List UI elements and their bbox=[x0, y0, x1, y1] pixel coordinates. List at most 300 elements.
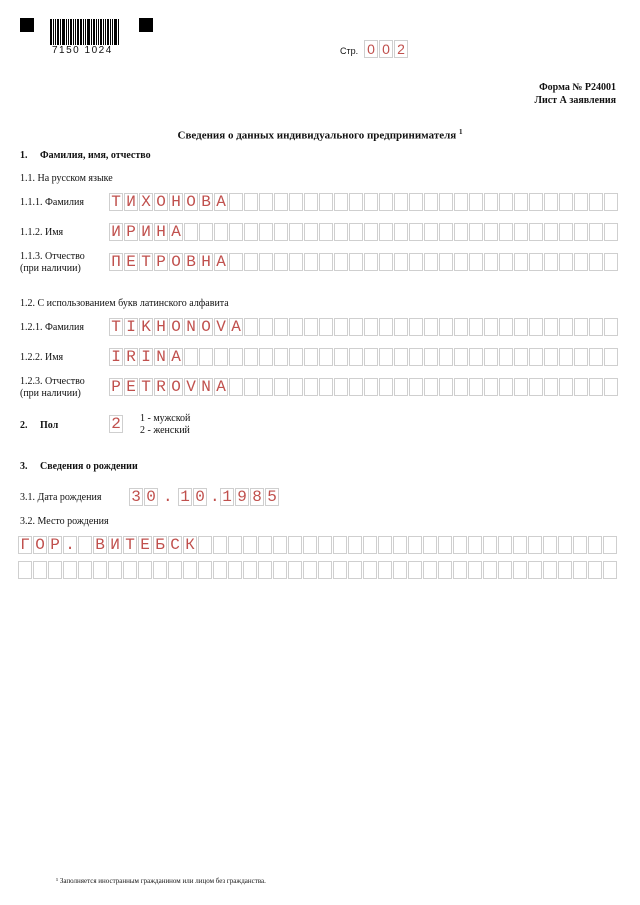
char-cell[interactable] bbox=[604, 223, 618, 241]
char-cell[interactable] bbox=[499, 193, 513, 211]
char-cell[interactable] bbox=[319, 318, 333, 336]
char-cell[interactable] bbox=[529, 223, 543, 241]
char-cell[interactable] bbox=[588, 561, 602, 579]
char-cell[interactable] bbox=[349, 193, 363, 211]
char-cell[interactable] bbox=[348, 536, 362, 554]
char-cell[interactable]: Р bbox=[48, 536, 62, 554]
char-cell[interactable] bbox=[274, 253, 288, 271]
char-cell[interactable] bbox=[499, 318, 513, 336]
char-cell[interactable] bbox=[108, 561, 122, 579]
char-cell[interactable] bbox=[544, 378, 558, 396]
char-cell[interactable] bbox=[259, 378, 273, 396]
char-cell[interactable] bbox=[589, 193, 603, 211]
char-cell[interactable] bbox=[288, 561, 302, 579]
char-cell[interactable] bbox=[544, 193, 558, 211]
char-cell[interactable] bbox=[498, 561, 512, 579]
char-cell[interactable]: P bbox=[109, 378, 123, 396]
char-cell[interactable]: O bbox=[169, 378, 183, 396]
char-cell[interactable] bbox=[244, 378, 258, 396]
char-cell[interactable] bbox=[483, 561, 497, 579]
char-cell[interactable] bbox=[514, 348, 528, 366]
char-cell[interactable] bbox=[229, 378, 243, 396]
char-cell[interactable] bbox=[244, 193, 258, 211]
char-cell[interactable] bbox=[93, 561, 107, 579]
char-cell[interactable] bbox=[168, 561, 182, 579]
char-cell[interactable] bbox=[334, 348, 348, 366]
char-cell[interactable] bbox=[394, 318, 408, 336]
char-cell[interactable] bbox=[334, 223, 348, 241]
char-cell[interactable] bbox=[303, 561, 317, 579]
char-cell[interactable]: С bbox=[168, 536, 182, 554]
char-cell[interactable] bbox=[334, 193, 348, 211]
char-cell[interactable] bbox=[289, 253, 303, 271]
char-cell[interactable]: А bbox=[169, 223, 183, 241]
char-cell[interactable] bbox=[424, 348, 438, 366]
char-cell[interactable] bbox=[334, 318, 348, 336]
char-cell[interactable] bbox=[364, 348, 378, 366]
char-cell[interactable] bbox=[304, 378, 318, 396]
char-cell[interactable]: 8 bbox=[250, 488, 264, 506]
char-cell[interactable]: Г bbox=[18, 536, 32, 554]
char-cell[interactable] bbox=[394, 223, 408, 241]
char-cell[interactable] bbox=[48, 561, 62, 579]
char-cell[interactable] bbox=[318, 536, 332, 554]
name-lat-field[interactable] bbox=[109, 348, 619, 366]
char-cell[interactable] bbox=[393, 561, 407, 579]
char-cell[interactable]: . bbox=[63, 536, 77, 554]
char-cell[interactable] bbox=[349, 348, 363, 366]
char-cell[interactable]: E bbox=[124, 378, 138, 396]
char-cell[interactable] bbox=[394, 348, 408, 366]
char-cell[interactable] bbox=[514, 193, 528, 211]
char-cell[interactable] bbox=[228, 536, 242, 554]
char-cell[interactable] bbox=[573, 561, 587, 579]
char-cell[interactable] bbox=[213, 536, 227, 554]
char-cell[interactable]: О bbox=[154, 193, 168, 211]
char-cell[interactable] bbox=[454, 253, 468, 271]
char-cell[interactable] bbox=[378, 536, 392, 554]
char-cell[interactable] bbox=[528, 536, 542, 554]
char-cell[interactable]: V bbox=[184, 378, 198, 396]
char-cell[interactable]: O bbox=[169, 318, 183, 336]
char-cell[interactable] bbox=[229, 348, 243, 366]
char-cell[interactable] bbox=[319, 378, 333, 396]
char-cell[interactable] bbox=[78, 561, 92, 579]
char-cell[interactable] bbox=[243, 561, 257, 579]
char-cell[interactable]: T bbox=[109, 318, 123, 336]
char-cell[interactable] bbox=[589, 318, 603, 336]
char-cell[interactable]: A bbox=[214, 378, 228, 396]
char-cell[interactable] bbox=[274, 193, 288, 211]
char-cell[interactable] bbox=[423, 536, 437, 554]
char-cell[interactable] bbox=[438, 536, 452, 554]
char-cell[interactable] bbox=[423, 561, 437, 579]
char-cell[interactable]: В bbox=[184, 253, 198, 271]
char-cell[interactable] bbox=[499, 378, 513, 396]
char-cell[interactable] bbox=[438, 561, 452, 579]
char-cell[interactable] bbox=[574, 253, 588, 271]
gender-field[interactable] bbox=[109, 415, 124, 433]
surname-lat-field[interactable] bbox=[109, 318, 619, 336]
char-cell[interactable] bbox=[544, 253, 558, 271]
char-cell[interactable] bbox=[349, 318, 363, 336]
char-cell[interactable] bbox=[484, 193, 498, 211]
char-cell[interactable]: А bbox=[214, 253, 228, 271]
char-cell[interactable]: В bbox=[93, 536, 107, 554]
char-cell[interactable] bbox=[484, 378, 498, 396]
char-cell[interactable] bbox=[513, 561, 527, 579]
char-cell[interactable] bbox=[454, 223, 468, 241]
char-cell[interactable] bbox=[409, 348, 423, 366]
char-cell[interactable] bbox=[228, 561, 242, 579]
char-cell[interactable] bbox=[243, 536, 257, 554]
char-cell[interactable] bbox=[319, 193, 333, 211]
char-cell[interactable] bbox=[513, 536, 527, 554]
char-cell[interactable] bbox=[483, 536, 497, 554]
char-cell[interactable]: Е bbox=[124, 253, 138, 271]
char-cell[interactable] bbox=[574, 318, 588, 336]
char-cell[interactable] bbox=[469, 318, 483, 336]
birth-day-field[interactable] bbox=[129, 488, 159, 506]
char-cell[interactable] bbox=[454, 348, 468, 366]
char-cell[interactable]: Т bbox=[109, 193, 123, 211]
birth-place-field-row1[interactable] bbox=[18, 536, 618, 554]
char-cell[interactable]: Н bbox=[154, 223, 168, 241]
char-cell[interactable]: О bbox=[33, 536, 47, 554]
char-cell[interactable] bbox=[424, 318, 438, 336]
char-cell[interactable] bbox=[379, 223, 393, 241]
char-cell[interactable] bbox=[589, 253, 603, 271]
char-cell[interactable] bbox=[559, 193, 573, 211]
char-cell[interactable]: Б bbox=[153, 536, 167, 554]
char-cell[interactable] bbox=[214, 223, 228, 241]
char-cell[interactable] bbox=[363, 536, 377, 554]
char-cell[interactable] bbox=[454, 193, 468, 211]
char-cell[interactable] bbox=[273, 561, 287, 579]
char-cell[interactable]: Н bbox=[169, 193, 183, 211]
char-cell[interactable]: K bbox=[139, 318, 153, 336]
char-cell[interactable] bbox=[304, 318, 318, 336]
char-cell[interactable] bbox=[589, 223, 603, 241]
char-cell[interactable]: Н bbox=[199, 253, 213, 271]
char-cell[interactable] bbox=[498, 536, 512, 554]
char-cell[interactable]: К bbox=[183, 536, 197, 554]
char-cell[interactable] bbox=[424, 223, 438, 241]
char-cell[interactable] bbox=[319, 223, 333, 241]
char-cell[interactable]: R bbox=[154, 378, 168, 396]
char-cell[interactable]: V bbox=[214, 318, 228, 336]
char-cell[interactable] bbox=[439, 348, 453, 366]
char-cell[interactable] bbox=[394, 378, 408, 396]
char-cell[interactable]: Р bbox=[154, 253, 168, 271]
char-cell[interactable]: H bbox=[154, 318, 168, 336]
char-cell[interactable] bbox=[529, 348, 543, 366]
char-cell[interactable] bbox=[244, 348, 258, 366]
char-cell[interactable] bbox=[288, 536, 302, 554]
char-cell[interactable] bbox=[454, 318, 468, 336]
char-cell[interactable] bbox=[484, 318, 498, 336]
char-cell[interactable] bbox=[499, 223, 513, 241]
char-cell[interactable] bbox=[334, 378, 348, 396]
char-cell[interactable] bbox=[468, 561, 482, 579]
char-cell[interactable] bbox=[229, 253, 243, 271]
char-cell[interactable] bbox=[63, 561, 77, 579]
char-cell[interactable] bbox=[199, 348, 213, 366]
char-cell[interactable]: Т bbox=[123, 536, 137, 554]
char-cell[interactable] bbox=[604, 378, 618, 396]
char-cell[interactable] bbox=[379, 193, 393, 211]
char-cell[interactable] bbox=[363, 561, 377, 579]
char-cell[interactable] bbox=[348, 561, 362, 579]
char-cell[interactable]: 5 bbox=[265, 488, 279, 506]
char-cell[interactable] bbox=[379, 378, 393, 396]
char-cell[interactable]: 0 bbox=[144, 488, 158, 506]
char-cell[interactable] bbox=[198, 561, 212, 579]
char-cell[interactable] bbox=[409, 193, 423, 211]
char-cell[interactable] bbox=[543, 561, 557, 579]
char-cell[interactable] bbox=[439, 318, 453, 336]
char-cell[interactable] bbox=[409, 378, 423, 396]
char-cell[interactable] bbox=[258, 561, 272, 579]
char-cell[interactable] bbox=[529, 253, 543, 271]
char-cell[interactable] bbox=[469, 348, 483, 366]
char-cell[interactable] bbox=[574, 223, 588, 241]
char-cell[interactable] bbox=[289, 193, 303, 211]
char-cell[interactable] bbox=[304, 348, 318, 366]
char-cell[interactable] bbox=[514, 378, 528, 396]
char-cell[interactable] bbox=[334, 253, 348, 271]
char-cell[interactable] bbox=[289, 348, 303, 366]
birth-month-field[interactable] bbox=[178, 488, 208, 506]
char-cell[interactable] bbox=[18, 561, 32, 579]
char-cell[interactable] bbox=[349, 253, 363, 271]
char-cell[interactable] bbox=[394, 253, 408, 271]
char-cell[interactable] bbox=[184, 348, 198, 366]
char-cell[interactable] bbox=[304, 253, 318, 271]
char-cell[interactable] bbox=[259, 193, 273, 211]
char-cell[interactable] bbox=[244, 253, 258, 271]
char-cell[interactable] bbox=[589, 348, 603, 366]
char-cell[interactable] bbox=[138, 561, 152, 579]
char-cell[interactable]: Т bbox=[139, 253, 153, 271]
char-cell[interactable] bbox=[424, 378, 438, 396]
char-cell[interactable]: Р bbox=[124, 223, 138, 241]
char-cell[interactable] bbox=[408, 536, 422, 554]
char-cell[interactable]: 9 bbox=[235, 488, 249, 506]
char-cell[interactable]: И bbox=[124, 193, 138, 211]
char-cell[interactable] bbox=[604, 348, 618, 366]
char-cell[interactable] bbox=[184, 223, 198, 241]
char-cell[interactable]: A bbox=[229, 318, 243, 336]
char-cell[interactable] bbox=[543, 536, 557, 554]
char-cell[interactable] bbox=[319, 253, 333, 271]
char-cell[interactable] bbox=[558, 536, 572, 554]
char-cell[interactable] bbox=[499, 348, 513, 366]
char-cell[interactable] bbox=[364, 193, 378, 211]
char-cell[interactable] bbox=[409, 253, 423, 271]
char-cell[interactable] bbox=[123, 561, 137, 579]
char-cell[interactable] bbox=[393, 536, 407, 554]
char-cell[interactable] bbox=[514, 223, 528, 241]
char-cell[interactable] bbox=[469, 223, 483, 241]
char-cell[interactable] bbox=[183, 561, 197, 579]
char-cell[interactable] bbox=[289, 378, 303, 396]
char-cell[interactable] bbox=[199, 223, 213, 241]
char-cell[interactable] bbox=[244, 223, 258, 241]
char-cell[interactable] bbox=[303, 536, 317, 554]
char-cell[interactable] bbox=[544, 318, 558, 336]
char-cell[interactable]: И bbox=[108, 536, 122, 554]
char-cell[interactable] bbox=[333, 536, 347, 554]
char-cell[interactable] bbox=[33, 561, 47, 579]
char-cell[interactable]: 1 bbox=[220, 488, 234, 506]
char-cell[interactable] bbox=[349, 223, 363, 241]
char-cell[interactable] bbox=[259, 348, 273, 366]
char-cell[interactable]: N bbox=[199, 378, 213, 396]
char-cell[interactable] bbox=[499, 253, 513, 271]
char-cell[interactable]: П bbox=[109, 253, 123, 271]
char-cell[interactable] bbox=[153, 561, 167, 579]
char-cell[interactable] bbox=[229, 223, 243, 241]
char-cell[interactable] bbox=[319, 348, 333, 366]
char-cell[interactable] bbox=[469, 193, 483, 211]
char-cell[interactable] bbox=[529, 193, 543, 211]
char-cell[interactable] bbox=[78, 536, 92, 554]
char-cell[interactable]: R bbox=[124, 348, 138, 366]
char-cell[interactable] bbox=[558, 561, 572, 579]
char-cell[interactable]: И bbox=[109, 223, 123, 241]
char-cell[interactable] bbox=[559, 223, 573, 241]
char-cell[interactable] bbox=[573, 536, 587, 554]
char-cell[interactable]: I bbox=[139, 348, 153, 366]
char-cell[interactable] bbox=[258, 536, 272, 554]
char-cell[interactable] bbox=[259, 318, 273, 336]
char-cell[interactable] bbox=[274, 378, 288, 396]
char-cell[interactable] bbox=[424, 253, 438, 271]
char-cell[interactable] bbox=[484, 223, 498, 241]
char-cell[interactable] bbox=[514, 318, 528, 336]
char-cell[interactable]: T bbox=[139, 378, 153, 396]
char-cell[interactable] bbox=[484, 253, 498, 271]
char-cell[interactable] bbox=[574, 348, 588, 366]
char-cell[interactable] bbox=[213, 561, 227, 579]
char-cell[interactable] bbox=[604, 193, 618, 211]
char-cell[interactable]: 1 bbox=[178, 488, 192, 506]
char-cell[interactable] bbox=[453, 536, 467, 554]
char-cell[interactable] bbox=[274, 348, 288, 366]
char-cell[interactable] bbox=[604, 318, 618, 336]
char-cell[interactable] bbox=[408, 561, 422, 579]
char-cell[interactable] bbox=[274, 318, 288, 336]
char-cell[interactable]: 0 bbox=[193, 488, 207, 506]
char-cell[interactable] bbox=[333, 561, 347, 579]
patronymic-ru-field[interactable] bbox=[109, 253, 619, 271]
char-cell[interactable] bbox=[259, 223, 273, 241]
char-cell[interactable] bbox=[274, 223, 288, 241]
char-cell[interactable] bbox=[424, 193, 438, 211]
name-ru-field[interactable] bbox=[109, 223, 619, 241]
char-cell[interactable] bbox=[304, 223, 318, 241]
char-cell[interactable] bbox=[273, 536, 287, 554]
char-cell[interactable] bbox=[544, 348, 558, 366]
surname-ru-field[interactable] bbox=[109, 193, 619, 211]
char-cell[interactable] bbox=[394, 193, 408, 211]
char-cell[interactable]: А bbox=[214, 193, 228, 211]
char-cell[interactable] bbox=[439, 378, 453, 396]
char-cell[interactable]: N bbox=[154, 348, 168, 366]
char-cell[interactable] bbox=[528, 561, 542, 579]
char-cell[interactable] bbox=[364, 223, 378, 241]
char-cell[interactable] bbox=[574, 378, 588, 396]
char-cell[interactable] bbox=[559, 378, 573, 396]
char-cell[interactable] bbox=[364, 378, 378, 396]
char-cell[interactable] bbox=[484, 348, 498, 366]
char-cell[interactable] bbox=[379, 318, 393, 336]
char-cell[interactable]: Е bbox=[138, 536, 152, 554]
char-cell[interactable]: I bbox=[109, 348, 123, 366]
char-cell[interactable] bbox=[469, 253, 483, 271]
char-cell[interactable] bbox=[229, 193, 243, 211]
char-cell[interactable] bbox=[409, 318, 423, 336]
char-cell[interactable] bbox=[289, 318, 303, 336]
birth-year-field[interactable] bbox=[220, 488, 280, 506]
char-cell[interactable] bbox=[604, 253, 618, 271]
char-cell[interactable] bbox=[349, 378, 363, 396]
char-cell[interactable]: Х bbox=[139, 193, 153, 211]
char-cell[interactable] bbox=[318, 561, 332, 579]
char-cell[interactable] bbox=[453, 561, 467, 579]
char-cell[interactable] bbox=[529, 378, 543, 396]
birth-place-field-row2[interactable] bbox=[18, 561, 618, 579]
char-cell[interactable] bbox=[544, 223, 558, 241]
char-cell[interactable] bbox=[304, 193, 318, 211]
char-cell[interactable] bbox=[439, 223, 453, 241]
char-cell[interactable] bbox=[259, 253, 273, 271]
char-cell[interactable] bbox=[559, 348, 573, 366]
char-cell[interactable] bbox=[409, 223, 423, 241]
char-cell[interactable]: 3 bbox=[129, 488, 143, 506]
char-cell[interactable] bbox=[244, 318, 258, 336]
char-cell[interactable]: I bbox=[124, 318, 138, 336]
char-cell[interactable]: В bbox=[199, 193, 213, 211]
char-cell[interactable] bbox=[214, 348, 228, 366]
char-cell[interactable] bbox=[603, 536, 617, 554]
char-cell[interactable] bbox=[469, 378, 483, 396]
char-cell[interactable] bbox=[454, 378, 468, 396]
char-cell[interactable]: О bbox=[184, 193, 198, 211]
char-cell[interactable] bbox=[559, 318, 573, 336]
char-cell[interactable]: A bbox=[169, 348, 183, 366]
char-cell[interactable] bbox=[364, 253, 378, 271]
char-cell[interactable] bbox=[364, 318, 378, 336]
char-cell[interactable]: О bbox=[169, 253, 183, 271]
char-cell[interactable]: И bbox=[139, 223, 153, 241]
char-cell[interactable] bbox=[379, 348, 393, 366]
char-cell[interactable]: O bbox=[199, 318, 213, 336]
char-cell[interactable] bbox=[603, 561, 617, 579]
char-cell[interactable] bbox=[439, 193, 453, 211]
patronymic-lat-field[interactable] bbox=[109, 378, 619, 396]
char-cell[interactable] bbox=[529, 318, 543, 336]
char-cell[interactable] bbox=[589, 378, 603, 396]
char-cell[interactable] bbox=[379, 253, 393, 271]
char-cell[interactable] bbox=[514, 253, 528, 271]
char-cell[interactable]: N bbox=[184, 318, 198, 336]
gender-cell[interactable]: 2 bbox=[109, 415, 123, 433]
char-cell[interactable] bbox=[588, 536, 602, 554]
char-cell[interactable] bbox=[439, 253, 453, 271]
char-cell[interactable] bbox=[574, 193, 588, 211]
